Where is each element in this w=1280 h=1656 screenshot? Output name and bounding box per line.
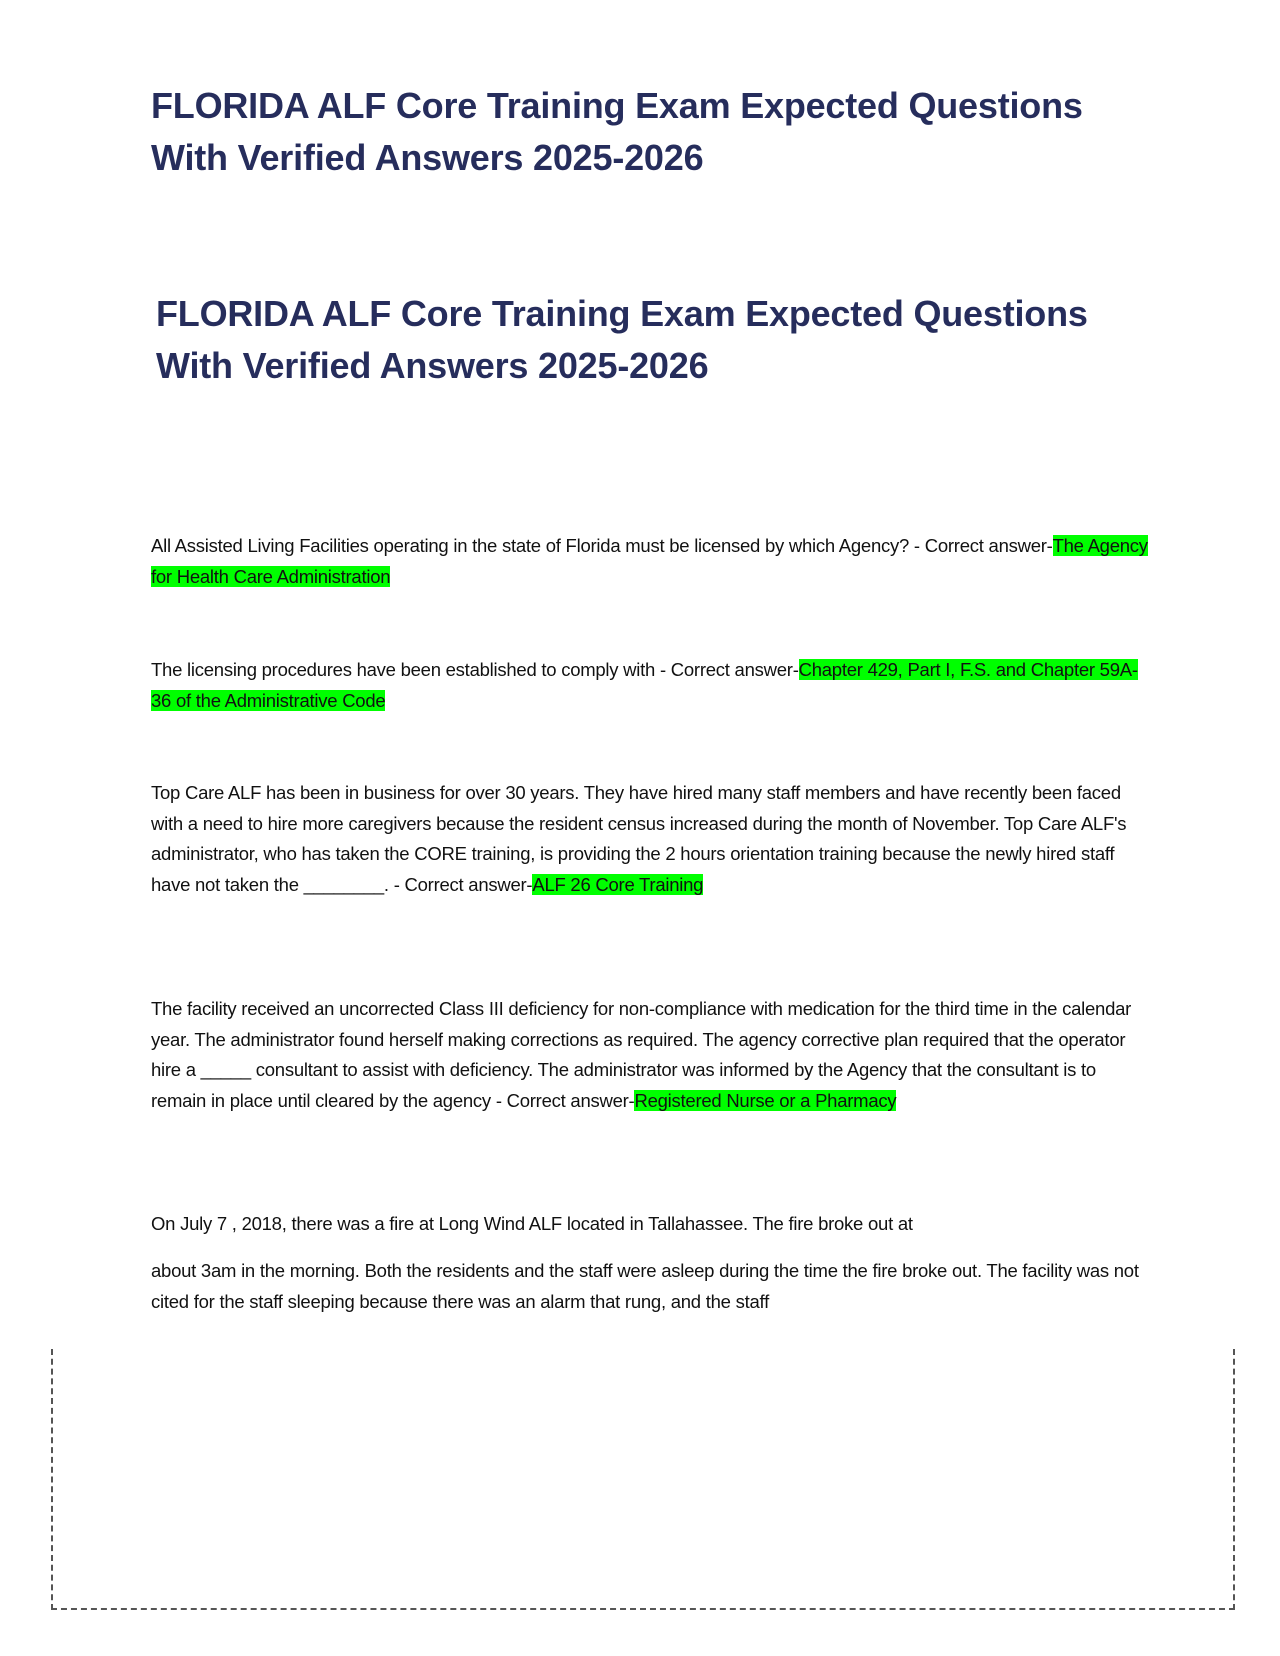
- answer-highlight: Chapter 429, Part I, F.S. and Chapter 59A-36 of the Administrative Code: [151, 659, 1138, 711]
- question-3: [151, 778, 1151, 900]
- question-text: All Assisted Living Facilities operating in the state of Florida must be licensed by which Agency? - Correct answer-: [151, 535, 1053, 556]
- question-text: The facility received an uncorrected Class III deficiency for non-compliance with medication for the third time in the calendar year. The administrator found herself making corrections as required. The agency corrective plan required that the operator hire a _____ consultant to assist with deficiency. The administrator was informed by the Agency that the consultant is to remain in place until cleared by the agency - Correct answer-: [151, 998, 1132, 1111]
- answer-highlight: ALF 26 Core Training: [532, 873, 704, 895]
- question-4: [151, 994, 1151, 1116]
- question-text: Top Care ALF has been in business for over 30 years. They have hired many staff members and have recently been faced with a need to hire more caregivers because the resident census increased during the month of November. Top Care ALF's administrator, who has taken the CORE training, is providing the 2 hours orientation training because the newly hired staff have not taken the ________. - Correct answer-: [151, 782, 1127, 895]
- answer-highlight: The Agency for Health Care Administration: [151, 535, 1148, 587]
- question-5-line1: On July 7 , 2018, there was a fire at Long Wind ALF located in Tallahassee. The fire broke out at: [151, 1213, 913, 1234]
- answer-highlight: Registered Nurse or a Pharmacy: [634, 1089, 897, 1111]
- question-text: The licensing procedures have been established to comply with - Correct answer-: [151, 659, 799, 680]
- dashed-page-frame: [51, 1349, 1235, 1610]
- document-title-repeat: FLORIDA ALF Core Training Exam Expected Questions With Verified Answers 2025-2026: [156, 293, 1088, 386]
- question-1: [151, 531, 1151, 592]
- question-2: [151, 655, 1151, 716]
- question-5-continued: about 3am in the morning. Both the residents and the staff were asleep during the time the fire broke out. The facility was not cited for the staff sleeping because there was an alarm that rung, and the staff: [151, 1260, 1139, 1312]
- document-title: FLORIDA ALF Core Training Exam Expected Questions With Verified Answers 2025-2026: [151, 85, 1083, 178]
